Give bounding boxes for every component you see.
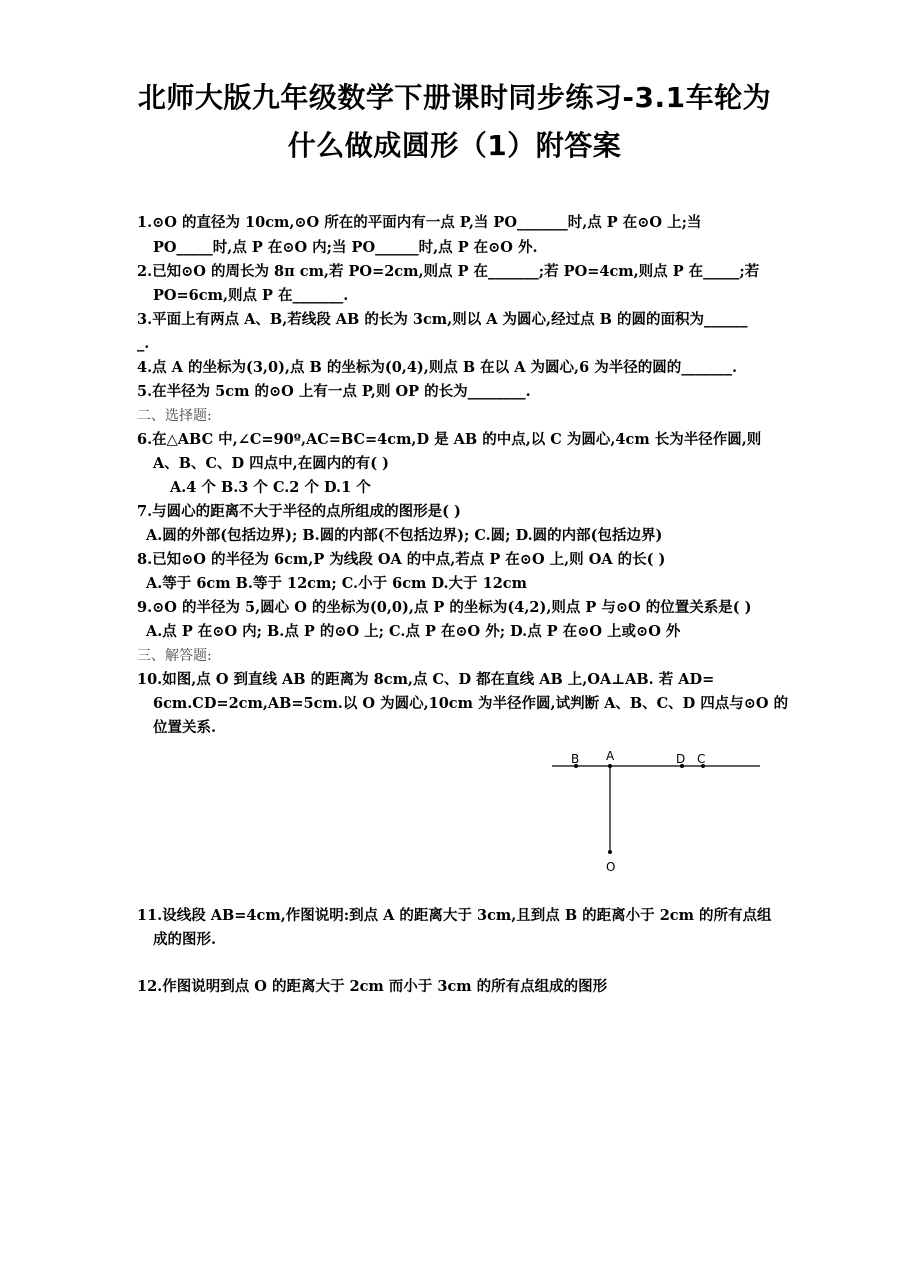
question-6-line-1: 6.在△ABC 中,∠C=90º,AC=BC=4cm,D 是 AB 的中点,以 C 为圆心,4cm 长为半径作圆,则 (137, 431, 762, 448)
page-title-line-2: 什么做成圆形（1）附答案 (287, 129, 622, 162)
question-10-line-1: 10.如图,点 O 到直线 AB 的距离为 8cm,点 C、D 都在直线 AB 上,OA⊥AB. 若 AD= (137, 671, 715, 688)
question-2-line-1: 2.已知⊙O 的周长为 8π cm,若 PO=2cm,则点 P 在_______;若 PO=4cm,则点 P 在_____;若 (137, 263, 760, 280)
question-9: 9.⊙O 的半径为 5,圆心 O 的坐标为(0,0),点 P 的坐标为(4,2),则点 P 与⊙O 的位置关系是( ) (137, 599, 752, 616)
question-5: 5.在半径为 5cm 的⊙O 上有一点 P,则 OP 的长为________. (137, 383, 531, 400)
question-6-options: A.4 个 B.3 个 C.2 个 D.1 个 (170, 479, 371, 496)
point-a (608, 764, 612, 768)
question-3-line-2: _. (137, 335, 150, 352)
question-4: 4.点 A 的坐标为(3,0),点 B 的坐标为(0,4),则点 B 在以 A 为圆心,6 为半径的圆的_______. (137, 359, 738, 376)
question-12: 12.作图说明到点 O 的距离大于 2cm 而小于 3cm 的所有点组成的图形 (137, 978, 608, 995)
label-b: B (571, 752, 580, 766)
point-o (608, 850, 612, 854)
question-1-line-1: 1.⊙O 的直径为 10cm,⊙O 所在的平面内有一点 P,当 PO_______时,点 P 在⊙O 上;当 (137, 214, 702, 231)
label-o: O (606, 860, 616, 874)
geometry-figure (540, 740, 770, 880)
question-11-line-1: 11.设线段 AB=4cm,作图说明:到点 A 的距离大于 3cm,且到点 B 的距离小于 2cm 的所有点组 (137, 907, 772, 924)
section-heading-solve: 三、解答题: (137, 648, 212, 664)
question-9-options: A.点 P 在⊙O 内; B.点 P 的⊙O 上; C.点 P 在⊙O 外; D.点 P 在⊙O 上或⊙O 外 (146, 623, 681, 640)
question-10-line-3: 位置关系. (153, 719, 217, 736)
section-heading-choice: 二、选择题: (137, 408, 212, 424)
label-d: D (676, 752, 686, 766)
question-11-line-2: 成的图形. (153, 931, 217, 948)
label-a: A (606, 749, 615, 763)
question-8: 8.已知⊙O 的半径为 6cm,P 为线段 OA 的中点,若点 P 在⊙O 上,则 OA 的长( ) (137, 551, 666, 568)
question-10-line-2: 6cm.CD=2cm,AB=5cm.以 O 为圆心,10cm 为半径作圆,试判断 A、B、C、D 四点与⊙O 的 (153, 695, 789, 712)
page-title-line-1: 北师大版九年级数学下册课时同步练习-3.1车轮为 (137, 81, 772, 114)
question-3-line-1: 3.平面上有两点 A、B,若线段 AB 的长为 3cm,则以 A 为圆心,经过点 B 的圆的面积为______ (137, 311, 748, 328)
question-1-line-2: PO_____时,点 P 在⊙O 内;当 PO______时,点 P 在⊙O 外. (153, 239, 538, 256)
question-7: 7.与圆心的距离不大于半径的点所组成的图形是( ) (137, 503, 461, 520)
question-8-options: A.等于 6cm B.等于 12cm; C.小于 6cm D.大于 12cm (146, 575, 527, 592)
question-6-line-2: A、B、C、D 四点中,在圆内的有( ) (153, 455, 389, 472)
question-2-line-2: PO=6cm,则点 P 在_______. (153, 287, 349, 304)
question-7-options: A.圆的外部(包括边界); B.圆的内部(不包括边界); C.圆; D.圆的内部(包括边界) (146, 527, 663, 544)
label-c: C (697, 752, 706, 766)
